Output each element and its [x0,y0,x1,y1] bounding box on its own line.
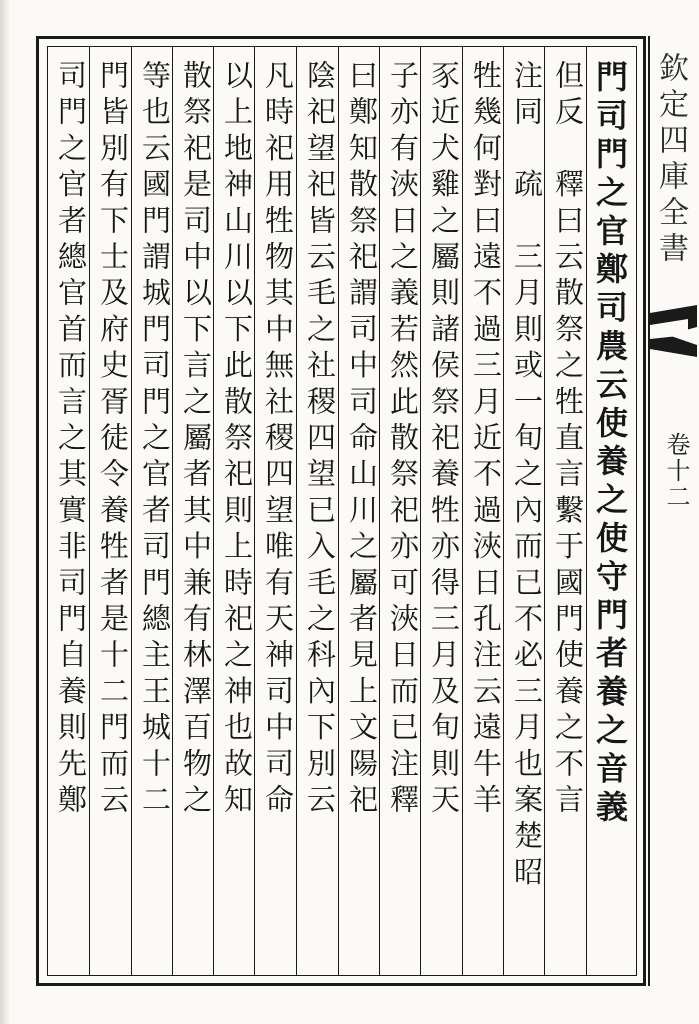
text-column-3 [505,60,549,965]
text-column-14 [49,60,93,965]
text-column-5 [422,60,466,965]
text-column-9 [256,60,300,965]
column-text: 子亦有浹日之義若然此散祭祀亦可浹日而已注釋 [386,60,420,821]
text-column-2 [546,60,590,965]
text-column-6 [381,60,425,965]
juan-number: 卷十二 [662,432,690,510]
column-text: 門司門之官鄭司農云使養之使守門者養之音義 [591,60,629,828]
column-text: 以上地神山川以下此散祭祀則上時祀之神也故知 [220,60,254,821]
fish-tail-mark-icon [648,305,699,365]
column-text: 凡時祀用牲物其中無社稷四望唯有天神司中司命 [261,60,295,821]
text-column-13 [91,60,135,965]
text-column-7 [340,60,384,965]
text-column-4 [464,60,508,965]
text-column-1 [588,60,632,965]
text-column-10 [215,60,259,965]
column-text: 牲幾何對曰遠不過三月近不過浹日孔注云遠牛羊 [469,60,503,821]
text-column-12 [133,60,177,965]
book-title: 欽定四庫全書 [653,52,688,268]
column-text: 陰祀望祀皆云毛之社稷四望已入毛之科內下別云 [303,60,337,821]
column-text: 散祭祀是司中以下言之屬者其中兼有林澤百物之 [179,60,213,821]
column-text: 司門之官者總官首而言之其實非司門自養則先鄭 [54,60,88,821]
text-column-11 [174,60,218,965]
text-column-8 [298,60,342,965]
column-text: 等也云國門謂城門司門之官者司門總主王城十二 [138,60,172,821]
column-text: 注同 疏 三月則或一旬之內而已不必三月也案楚昭 [510,60,544,893]
column-text: 曰鄭知散祭祀謂司中司命山川之屬者見上文陽祀 [345,60,379,821]
column-text: 但反 釋曰云散祭之牲直言繫于國門使養之不言 [551,60,585,821]
column-text: 豕近犬雞之屬則諸侯祭祀養牲亦得三月及旬則天 [427,60,461,821]
column-text: 門皆別有下士及府史胥徒令養牲者是十二門而云 [96,60,130,821]
scan-shadow [0,0,10,1024]
